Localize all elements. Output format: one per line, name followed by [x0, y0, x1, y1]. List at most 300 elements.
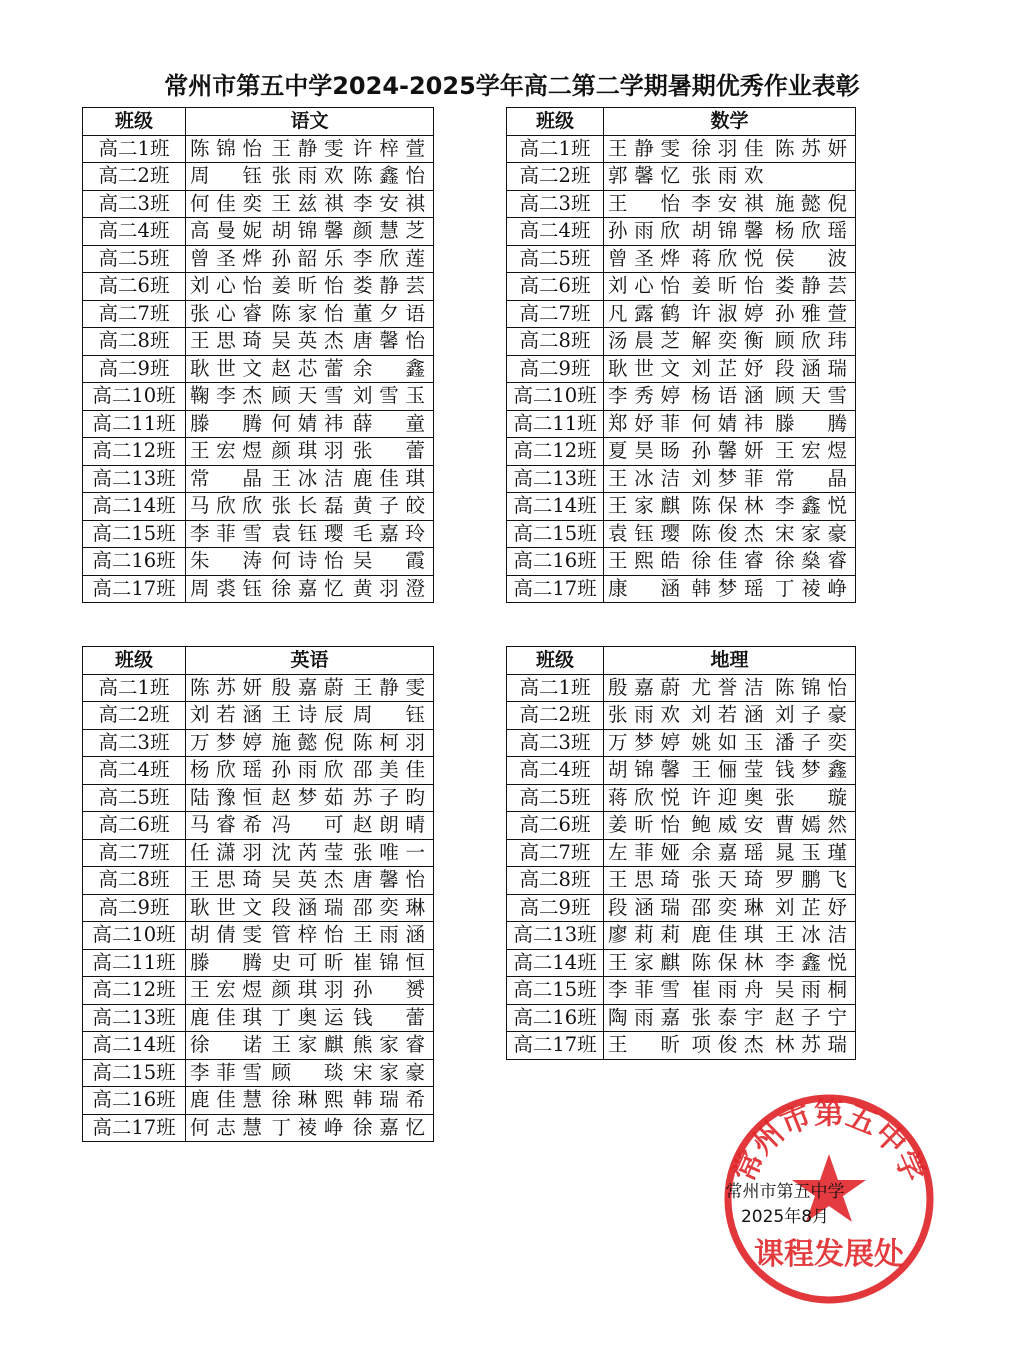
student-name: 董夕语 — [353, 301, 425, 325]
class-cell: 高二9班 — [507, 894, 604, 922]
table-row — [83, 355, 434, 383]
student-name: 王宏煜 — [190, 978, 262, 1002]
class-cell: 高二7班 — [507, 300, 604, 328]
names-cell — [186, 702, 434, 730]
student-name: 邵奕琳 — [353, 895, 425, 919]
class-cell: 高二15班 — [83, 1059, 186, 1087]
student-name: 夏昊旸 — [608, 439, 680, 463]
column-header-subject: 数学 — [604, 108, 856, 136]
student-name: 孙赟 — [353, 978, 425, 1002]
student-name: 陈柯羽 — [353, 730, 425, 754]
names-cell — [604, 328, 856, 356]
student-name: 徐羽佳 — [691, 136, 764, 160]
class-cell: 高二17班 — [83, 575, 186, 603]
student-name: 王冰洁 — [608, 466, 680, 490]
student-name: 顾天雪 — [271, 384, 344, 408]
student-name: 刘若涵 — [190, 703, 262, 727]
class-cell: 高二4班 — [507, 218, 604, 246]
names-cell — [186, 355, 434, 383]
seal-bottom-text: 课程发展处 — [754, 1237, 904, 1272]
names-cell — [186, 520, 434, 548]
seal-top-text: 常州市第五中学 — [726, 1096, 932, 1188]
student-name: 王家麒 — [608, 494, 680, 518]
student-name: 常晶 — [190, 466, 262, 490]
student-name: 郑妤菲 — [608, 411, 680, 435]
student-name: 李安祺 — [353, 191, 425, 215]
student-name: 余鑫 — [353, 356, 425, 380]
names-cell — [186, 922, 434, 950]
student-name: 管梓怡 — [271, 923, 344, 947]
student-name: 赵梦茹 — [271, 785, 344, 809]
table-row — [507, 674, 856, 702]
student-name: 邵奕琳 — [691, 895, 764, 919]
names-cell — [186, 410, 434, 438]
student-name: 王思琦 — [608, 868, 680, 892]
names-cell — [604, 300, 856, 328]
class-cell: 高二11班 — [83, 949, 186, 977]
class-cell: 高二16班 — [83, 548, 186, 576]
student-name: 刘芷妤 — [775, 895, 847, 919]
table-row — [507, 300, 856, 328]
student-name: 娄静芸 — [353, 274, 425, 298]
class-cell: 高二14班 — [83, 1032, 186, 1060]
student-name: 曹嫣然 — [775, 813, 847, 837]
class-cell: 高二12班 — [83, 438, 186, 466]
student-name: 王冰洁 — [775, 923, 847, 947]
student-name: 余嘉瑶 — [691, 840, 764, 864]
names-cell — [186, 729, 434, 757]
class-cell: 高二16班 — [507, 1004, 604, 1032]
student-name: 耿世文 — [608, 356, 680, 380]
student-name: 何婧祎 — [271, 411, 344, 435]
student-name: 陈俊杰 — [691, 521, 764, 545]
student-name: 顾琰 — [271, 1060, 344, 1084]
names-cell — [604, 1032, 856, 1060]
signature-date: 2025年8月 — [740, 1207, 830, 1227]
class-cell: 高二14班 — [507, 493, 604, 521]
student-name: 张蕾 — [353, 439, 425, 463]
names-cell — [604, 383, 856, 411]
class-cell: 高二4班 — [507, 757, 604, 785]
class-cell: 高二8班 — [507, 328, 604, 356]
student-name: 蒋欣悦 — [608, 785, 680, 809]
class-cell: 高二13班 — [83, 1004, 186, 1032]
class-cell: 高二8班 — [507, 867, 604, 895]
student-name: 丁祾峥 — [271, 1115, 344, 1139]
names-cell — [186, 1087, 434, 1115]
student-name: 宋家豪 — [775, 521, 847, 545]
names-cell — [186, 135, 434, 163]
student-name: 胡锦馨 — [271, 219, 344, 243]
student-name: 施懿倪 — [271, 730, 344, 754]
names-cell — [604, 867, 856, 895]
table-row — [507, 245, 856, 273]
class-cell: 高二3班 — [507, 190, 604, 218]
class-cell: 高二8班 — [83, 867, 186, 895]
table-row — [507, 163, 856, 191]
student-name: 何诗怡 — [271, 549, 344, 573]
names-cell — [186, 575, 434, 603]
names-cell — [186, 438, 434, 466]
student-name: 张长磊 — [271, 494, 344, 518]
student-name: 陈苏妍 — [775, 136, 847, 160]
class-cell: 高二14班 — [507, 949, 604, 977]
student-name: 廖莉莉 — [608, 923, 680, 947]
student-name: 李菲雪 — [608, 978, 680, 1002]
names-cell — [186, 867, 434, 895]
names-cell — [604, 163, 856, 191]
student-name: 杨语涵 — [691, 384, 764, 408]
student-name: 赵芯蕾 — [271, 356, 344, 380]
names-cell — [186, 328, 434, 356]
table-row — [83, 273, 434, 301]
class-cell: 高二12班 — [507, 438, 604, 466]
student-name: 陆豫恒 — [190, 785, 262, 809]
names-cell — [604, 894, 856, 922]
student-name: 陈锦怡 — [190, 136, 262, 160]
table-row — [83, 328, 434, 356]
student-name: 耿世文 — [190, 356, 262, 380]
student-name: 孙雨欣 — [271, 758, 344, 782]
student-name: 曾圣烨 — [190, 246, 262, 270]
student-name: 王静雯 — [608, 136, 680, 160]
table-row — [83, 1032, 434, 1060]
student-name: 王俪莹 — [691, 758, 764, 782]
names-cell — [604, 757, 856, 785]
table-row — [83, 702, 434, 730]
student-name: 张唯一 — [353, 840, 425, 864]
table-row — [507, 548, 856, 576]
table-row — [83, 520, 434, 548]
names-cell — [604, 465, 856, 493]
table-row — [507, 839, 856, 867]
class-cell: 高二11班 — [507, 410, 604, 438]
class-cell: 高二13班 — [507, 465, 604, 493]
names-cell — [186, 218, 434, 246]
table-row — [507, 465, 856, 493]
student-name: 张心睿 — [190, 301, 262, 325]
names-cell — [604, 245, 856, 273]
class-cell: 高二15班 — [507, 520, 604, 548]
student-name: 姜昕怡 — [691, 274, 764, 298]
names-cell — [604, 355, 856, 383]
student-name: 何婧祎 — [691, 411, 764, 435]
table-row — [507, 702, 856, 730]
student-name: 李鑫悦 — [775, 950, 847, 974]
student-name: 汤晨芝 — [608, 329, 680, 353]
student-name: 刘梦菲 — [691, 466, 764, 490]
student-name: 徐嘉忆 — [353, 1115, 425, 1139]
student-name: 胡倩雯 — [190, 923, 262, 947]
student-name: 李欣莲 — [353, 246, 425, 270]
student-name: 熊家睿 — [353, 1033, 425, 1057]
table-row — [83, 135, 434, 163]
student-name: 吴英杰 — [271, 868, 344, 892]
table-row — [83, 729, 434, 757]
names-cell — [186, 839, 434, 867]
student-name: 王宏煜 — [190, 439, 262, 463]
class-cell: 高二17班 — [507, 1032, 604, 1060]
names-cell — [186, 1059, 434, 1087]
student-name: 王昕 — [608, 1033, 680, 1057]
table-row — [507, 977, 856, 1005]
class-cell: 高二7班 — [83, 839, 186, 867]
student-name: 王冰洁 — [271, 466, 344, 490]
student-name: 陈鑫怡 — [353, 164, 425, 188]
class-cell: 高二13班 — [83, 465, 186, 493]
student-name: 罗鹏飞 — [775, 868, 847, 892]
class-cell: 高二3班 — [83, 190, 186, 218]
table-row — [507, 894, 856, 922]
column-header-class: 班级 — [507, 108, 604, 136]
student-name: 王静雯 — [353, 675, 425, 699]
table-row — [507, 135, 856, 163]
class-cell: 高二9班 — [507, 355, 604, 383]
table-row — [507, 812, 856, 840]
student-name: 刘芷妤 — [691, 356, 764, 380]
student-name: 丁祾峥 — [775, 576, 847, 600]
student-name: 姜昕怡 — [271, 274, 344, 298]
names-cell — [186, 1032, 434, 1060]
class-cell: 高二7班 — [507, 839, 604, 867]
names-cell — [604, 438, 856, 466]
names-cell — [604, 548, 856, 576]
student-name: 殷嘉蔚 — [608, 675, 680, 699]
signature-block — [690, 1180, 880, 1230]
student-name: 沈芮莹 — [271, 840, 344, 864]
table-row — [83, 218, 434, 246]
column-header-class: 班级 — [507, 647, 604, 675]
names-cell — [604, 410, 856, 438]
class-cell: 高二2班 — [83, 702, 186, 730]
table-row — [83, 245, 434, 273]
student-name: 周钰 — [353, 703, 425, 727]
geography-award-table — [506, 646, 856, 1060]
table-row — [83, 839, 434, 867]
column-header-subject: 语文 — [186, 108, 434, 136]
names-cell — [186, 674, 434, 702]
column-header-subject: 地理 — [604, 647, 856, 675]
student-name: 薛童 — [353, 411, 425, 435]
table-row — [507, 867, 856, 895]
class-cell: 高二17班 — [83, 1114, 186, 1142]
student-name: 袁钰璎 — [608, 521, 680, 545]
student-name: 张雨欢 — [271, 164, 344, 188]
table-row — [83, 812, 434, 840]
student-name: 朱涛 — [190, 549, 262, 573]
class-cell: 高二1班 — [83, 674, 186, 702]
names-cell — [604, 839, 856, 867]
student-name: 黄羽澄 — [353, 576, 425, 600]
table-row — [83, 894, 434, 922]
class-cell: 高二10班 — [507, 383, 604, 411]
table-row — [83, 674, 434, 702]
class-cell: 高二17班 — [507, 575, 604, 603]
table-row — [83, 1004, 434, 1032]
student-name: 凡露鹤 — [608, 301, 680, 325]
student-name: 左菲娅 — [608, 840, 680, 864]
column-header-class: 班级 — [83, 108, 186, 136]
class-cell: 高二3班 — [83, 729, 186, 757]
names-cell — [186, 1114, 434, 1142]
student-name: 许迎奥 — [691, 785, 764, 809]
student-name: 姜昕怡 — [608, 813, 680, 837]
english-award-table — [82, 646, 434, 1142]
student-name: 万梦婷 — [608, 730, 680, 754]
student-name: 王家麒 — [608, 950, 680, 974]
table-row — [507, 1032, 856, 1060]
class-cell: 高二3班 — [507, 729, 604, 757]
student-name: 潘子奕 — [775, 730, 847, 754]
math-award-table — [506, 107, 856, 603]
student-name: 崔锦恒 — [353, 950, 425, 974]
names-cell — [186, 812, 434, 840]
student-name: 康涵 — [608, 576, 680, 600]
class-cell: 高二7班 — [83, 300, 186, 328]
student-name: 李安祺 — [691, 191, 764, 215]
names-cell — [604, 784, 856, 812]
student-name: 周裘钰 — [190, 576, 262, 600]
student-name: 刘心怡 — [608, 274, 680, 298]
table-row — [83, 977, 434, 1005]
student-name: 滕腾 — [775, 411, 847, 435]
student-name: 马睿希 — [190, 813, 262, 837]
student-name: 吴英杰 — [271, 329, 344, 353]
student-name: 张雨欢 — [691, 164, 764, 188]
student-name: 崔雨舟 — [691, 978, 764, 1002]
student-name: 刘若涵 — [691, 703, 764, 727]
student-name: 高曼妮 — [190, 219, 262, 243]
student-name: 刘雪玉 — [353, 384, 425, 408]
class-cell: 高二15班 — [83, 520, 186, 548]
table-row — [507, 218, 856, 246]
class-cell: 高二5班 — [507, 245, 604, 273]
column-header-class: 班级 — [83, 647, 186, 675]
student-name: 段涵瑞 — [775, 356, 847, 380]
student-name: 张天琦 — [691, 868, 764, 892]
class-cell: 高二9班 — [83, 894, 186, 922]
names-cell — [604, 729, 856, 757]
table-row — [83, 438, 434, 466]
table-row — [83, 163, 434, 191]
table-row — [83, 300, 434, 328]
student-name: 王思琦 — [190, 868, 262, 892]
table-row — [83, 949, 434, 977]
class-cell: 高二12班 — [83, 977, 186, 1005]
class-cell: 高二1班 — [83, 135, 186, 163]
names-cell — [186, 548, 434, 576]
student-name: 晁玉瑾 — [775, 840, 847, 864]
student-name: 赵子宁 — [775, 1005, 847, 1029]
student-name: 杨欣瑶 — [190, 758, 262, 782]
student-name: 常晶 — [775, 466, 847, 490]
student-name: 唐馨怡 — [353, 868, 425, 892]
student-name: 李菲雪 — [190, 1060, 262, 1084]
student-name: 王宏煜 — [775, 439, 847, 463]
column-header-subject: 英语 — [186, 647, 434, 675]
student-name: 冯可 — [271, 813, 344, 837]
student-name: 史可昕 — [271, 950, 344, 974]
student-name: 滕腾 — [190, 411, 262, 435]
table-row — [507, 190, 856, 218]
student-name: 顾天雪 — [775, 384, 847, 408]
names-cell — [604, 1004, 856, 1032]
student-name: 何佳奕 — [190, 191, 262, 215]
table-row — [83, 190, 434, 218]
student-name: 孙韶乐 — [271, 246, 344, 270]
names-cell — [186, 465, 434, 493]
student-name: 许淑婷 — [691, 301, 764, 325]
class-cell: 高二2班 — [507, 163, 604, 191]
student-name: 张雨欢 — [608, 703, 680, 727]
class-cell: 高二5班 — [507, 784, 604, 812]
class-cell: 高二6班 — [83, 812, 186, 840]
student-name: 胡锦馨 — [691, 219, 764, 243]
class-cell: 高二14班 — [83, 493, 186, 521]
class-cell: 高二6班 — [507, 812, 604, 840]
class-cell: 高二16班 — [83, 1087, 186, 1115]
table-row — [507, 328, 856, 356]
student-name: 黄子皎 — [353, 494, 425, 518]
student-name: 徐琳熙 — [271, 1088, 344, 1112]
student-name: 邵美佳 — [353, 758, 425, 782]
student-name: 颜琪羽 — [271, 439, 344, 463]
student-name: 顾欣玮 — [775, 329, 847, 353]
class-cell: 高二4班 — [83, 218, 186, 246]
student-name: 曾圣烨 — [608, 246, 680, 270]
student-name: 滕腾 — [190, 950, 262, 974]
names-cell — [186, 1004, 434, 1032]
class-cell: 高二2班 — [507, 702, 604, 730]
table-row — [507, 273, 856, 301]
student-name: 钱蕾 — [353, 1005, 425, 1029]
table-row — [83, 757, 434, 785]
table-row — [507, 1004, 856, 1032]
student-name: 韩梦瑶 — [691, 576, 764, 600]
table-row — [83, 383, 434, 411]
student-name: 鹿佳琪 — [190, 1005, 262, 1029]
student-name: 万梦婷 — [190, 730, 262, 754]
student-name: 鞠李杰 — [190, 384, 262, 408]
table-row — [83, 575, 434, 603]
table-row — [507, 575, 856, 603]
student-name: 钱梦鑫 — [775, 758, 847, 782]
names-cell — [186, 894, 434, 922]
class-cell: 高二9班 — [83, 355, 186, 383]
student-name: 鹿佳琪 — [353, 466, 425, 490]
table-row — [83, 410, 434, 438]
student-name: 徐燊睿 — [775, 549, 847, 573]
class-cell: 高二11班 — [83, 410, 186, 438]
student-name: 颜慧芝 — [353, 219, 425, 243]
student-name: 鹿佳慧 — [190, 1088, 262, 1112]
student-name: 唐馨怡 — [353, 329, 425, 353]
student-name: 解奕衡 — [691, 329, 764, 353]
names-cell — [604, 949, 856, 977]
chinese-award-table — [82, 107, 434, 603]
student-name: 丁奥运 — [271, 1005, 344, 1029]
student-name: 刘心怡 — [190, 274, 262, 298]
class-cell: 高二1班 — [507, 135, 604, 163]
table-row — [507, 729, 856, 757]
student-name — [775, 163, 847, 189]
table-row — [83, 1087, 434, 1115]
class-cell: 高二5班 — [83, 784, 186, 812]
student-name: 尤誉洁 — [691, 675, 764, 699]
names-cell — [604, 674, 856, 702]
class-cell: 高二5班 — [83, 245, 186, 273]
table-row — [83, 1114, 434, 1142]
